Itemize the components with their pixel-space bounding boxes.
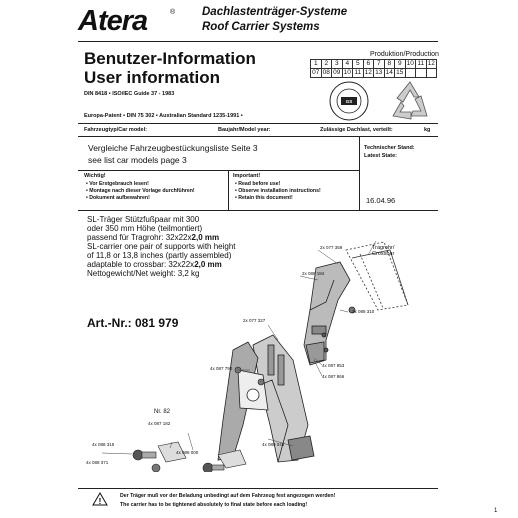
tube-label-line: Tragrohr/ [372,245,395,251]
part-label: 4x 088 371 [86,460,109,465]
production-cell: 07 [312,69,320,76]
production-cell: 12 [364,69,372,76]
part-label: 2x 077 327 [243,318,266,323]
part-label: 2x 077 359 [320,245,343,250]
norms-line2: Europa-Patent • DIN 75 302 • Australian Standard 1235-1991 • [84,113,243,119]
svg-text:!: ! [98,497,102,506]
note-text: Vor Erstgebrauch lesen! [89,181,149,187]
production-cell [405,69,416,78]
production-cell: 08 [322,69,330,76]
note-text: Retain this document! [238,195,293,201]
quality-seal-icon [328,80,370,122]
production-cell: 09 [333,69,341,76]
part-label: 4x 087 866 [322,374,345,379]
production-cell [416,69,427,78]
note-item-en: • Observe installation instructions! [235,188,321,194]
part-label: 2x 088 184 [302,271,325,276]
part-label: 4x 088 000 [176,450,199,455]
production-cell: 1 [311,60,322,69]
production-label: Produktion/Production [370,51,439,58]
roof-load-label: Zulässige Dachlast, verteilt: [320,127,393,133]
page-number: 1 [494,508,498,514]
production-cell: 10 [406,60,414,67]
info-title-de: Benutzer-Information [84,49,256,68]
product-line: Nettogewicht/Net weight: 3,2 kg [87,269,200,278]
production-cell: 7 [374,60,385,69]
part-label: 4x 088 046 [262,442,285,447]
tube-label-line: Crossbar [372,251,395,257]
note-item-de: • Dokument aufbewahren! [86,195,150,201]
production-cell: 15 [396,69,404,76]
tech-status-date: 16.04.96 [366,196,396,205]
tech-status-label-en: Latest State: [364,153,398,159]
see-list-en: see list car models page 3 [88,155,187,165]
note-item-en: • Read before use! [235,181,281,187]
warning-de: Der Träger muß vor der Beladung unbedingt auf dem Fahrzeug fest angezogen werden! [120,493,336,499]
note-item-en: • Retain this document! [235,195,293,201]
production-cell: 8 [384,60,395,69]
production-cell: 11 [354,69,362,76]
production-cell: 3 [332,60,343,69]
divider [78,170,359,171]
note-item-de: • Vor Erstgebrauch lesen! [86,181,149,187]
brand-logo: Atera [78,5,148,37]
production-cell: 11 [417,60,425,67]
part-label: 4x 087 790 [210,366,233,371]
production-cell: 5 [353,60,364,69]
note-text: Montage nach dieser Vorlage durchführen! [89,188,195,194]
note-text: Observe installation instructions! [238,188,321,194]
divider [78,123,438,124]
svg-text:GS: GS [345,99,353,104]
load-unit: kg [424,127,431,133]
divider [359,137,360,210]
production-cell: 13 [375,69,383,76]
warning-en: The carrier has to be tightened absolutely to final state before each loading! [120,502,308,508]
production-cell: 9 [395,60,406,69]
product-text-bold: 2,0 mm [194,260,222,269]
info-title-en: User information [84,68,221,87]
part-label-nr: Nr. 82 [154,409,171,415]
header-title-de: Dachlastenträger-Systeme [202,6,348,18]
production-cell: 2 [321,60,332,69]
header-divider [78,41,438,42]
product-line: oder 350 mm Höhe (teilmontiert) [87,224,203,233]
production-cell [426,69,437,78]
part-label: 4x 087 182 [148,421,171,426]
registered-mark: ® [170,9,176,16]
production-cell: 6 [363,60,374,69]
production-cell: 12 [427,60,435,67]
tube-label [372,245,394,257]
part-label: 4x 087 853 [322,363,345,368]
notes-title-de: Wichtig! [84,173,106,179]
divider [78,488,438,489]
product-text-bold: 2,0 mm [191,233,220,242]
production-row-1 [311,60,437,69]
divider [78,136,438,137]
tech-status-label-de: Technischer Stand: [364,145,415,151]
production-cell: 14 [385,69,393,76]
part-label: 4x 088 315 [92,442,115,447]
article-number: Art.-Nr.: 081 979 [87,316,179,330]
production-cell: 10 [343,69,351,76]
vehicle-type-label: Fahrzeugtyp/Car model: [84,127,147,133]
production-row-2 [311,69,437,78]
header-title-en: Roof Carrier Systems [202,21,320,33]
product-line: SL-carrier one pair of supports with height [87,242,236,251]
divider [228,170,229,210]
note-text: Read before use! [238,181,281,187]
note-text: Dokument aufbewahren! [89,195,150,201]
production-cell: 4 [342,60,353,69]
support-foot-drawing [304,262,355,365]
norms-line1: DIN 8418 • ISO/IEC Guide 37 - 1983 [84,91,175,97]
product-text: adaptable to crossbar: 32x22x [87,260,195,269]
warning-icon [92,492,108,506]
production-table [310,59,437,78]
model-year-label: Baujahr/Model year: [218,127,271,133]
product-text: passend für Tragrohr: 32x22x [87,233,192,242]
see-list-de: Vergleiche Fahrzeugbestückungsliste Seite 3 [88,143,258,153]
note-item-de: • Montage nach dieser Vorlage durchführen! [86,188,195,194]
recycle-icon [385,78,435,124]
product-line: SL-Träger Stützfußpaar mit 300 [87,215,200,224]
product-line: of 11,8 or 13,8 inches (partly assembled) [87,251,232,260]
part-label: 2x 088 310 [352,309,375,314]
notes-title-en: Important! [233,173,261,179]
